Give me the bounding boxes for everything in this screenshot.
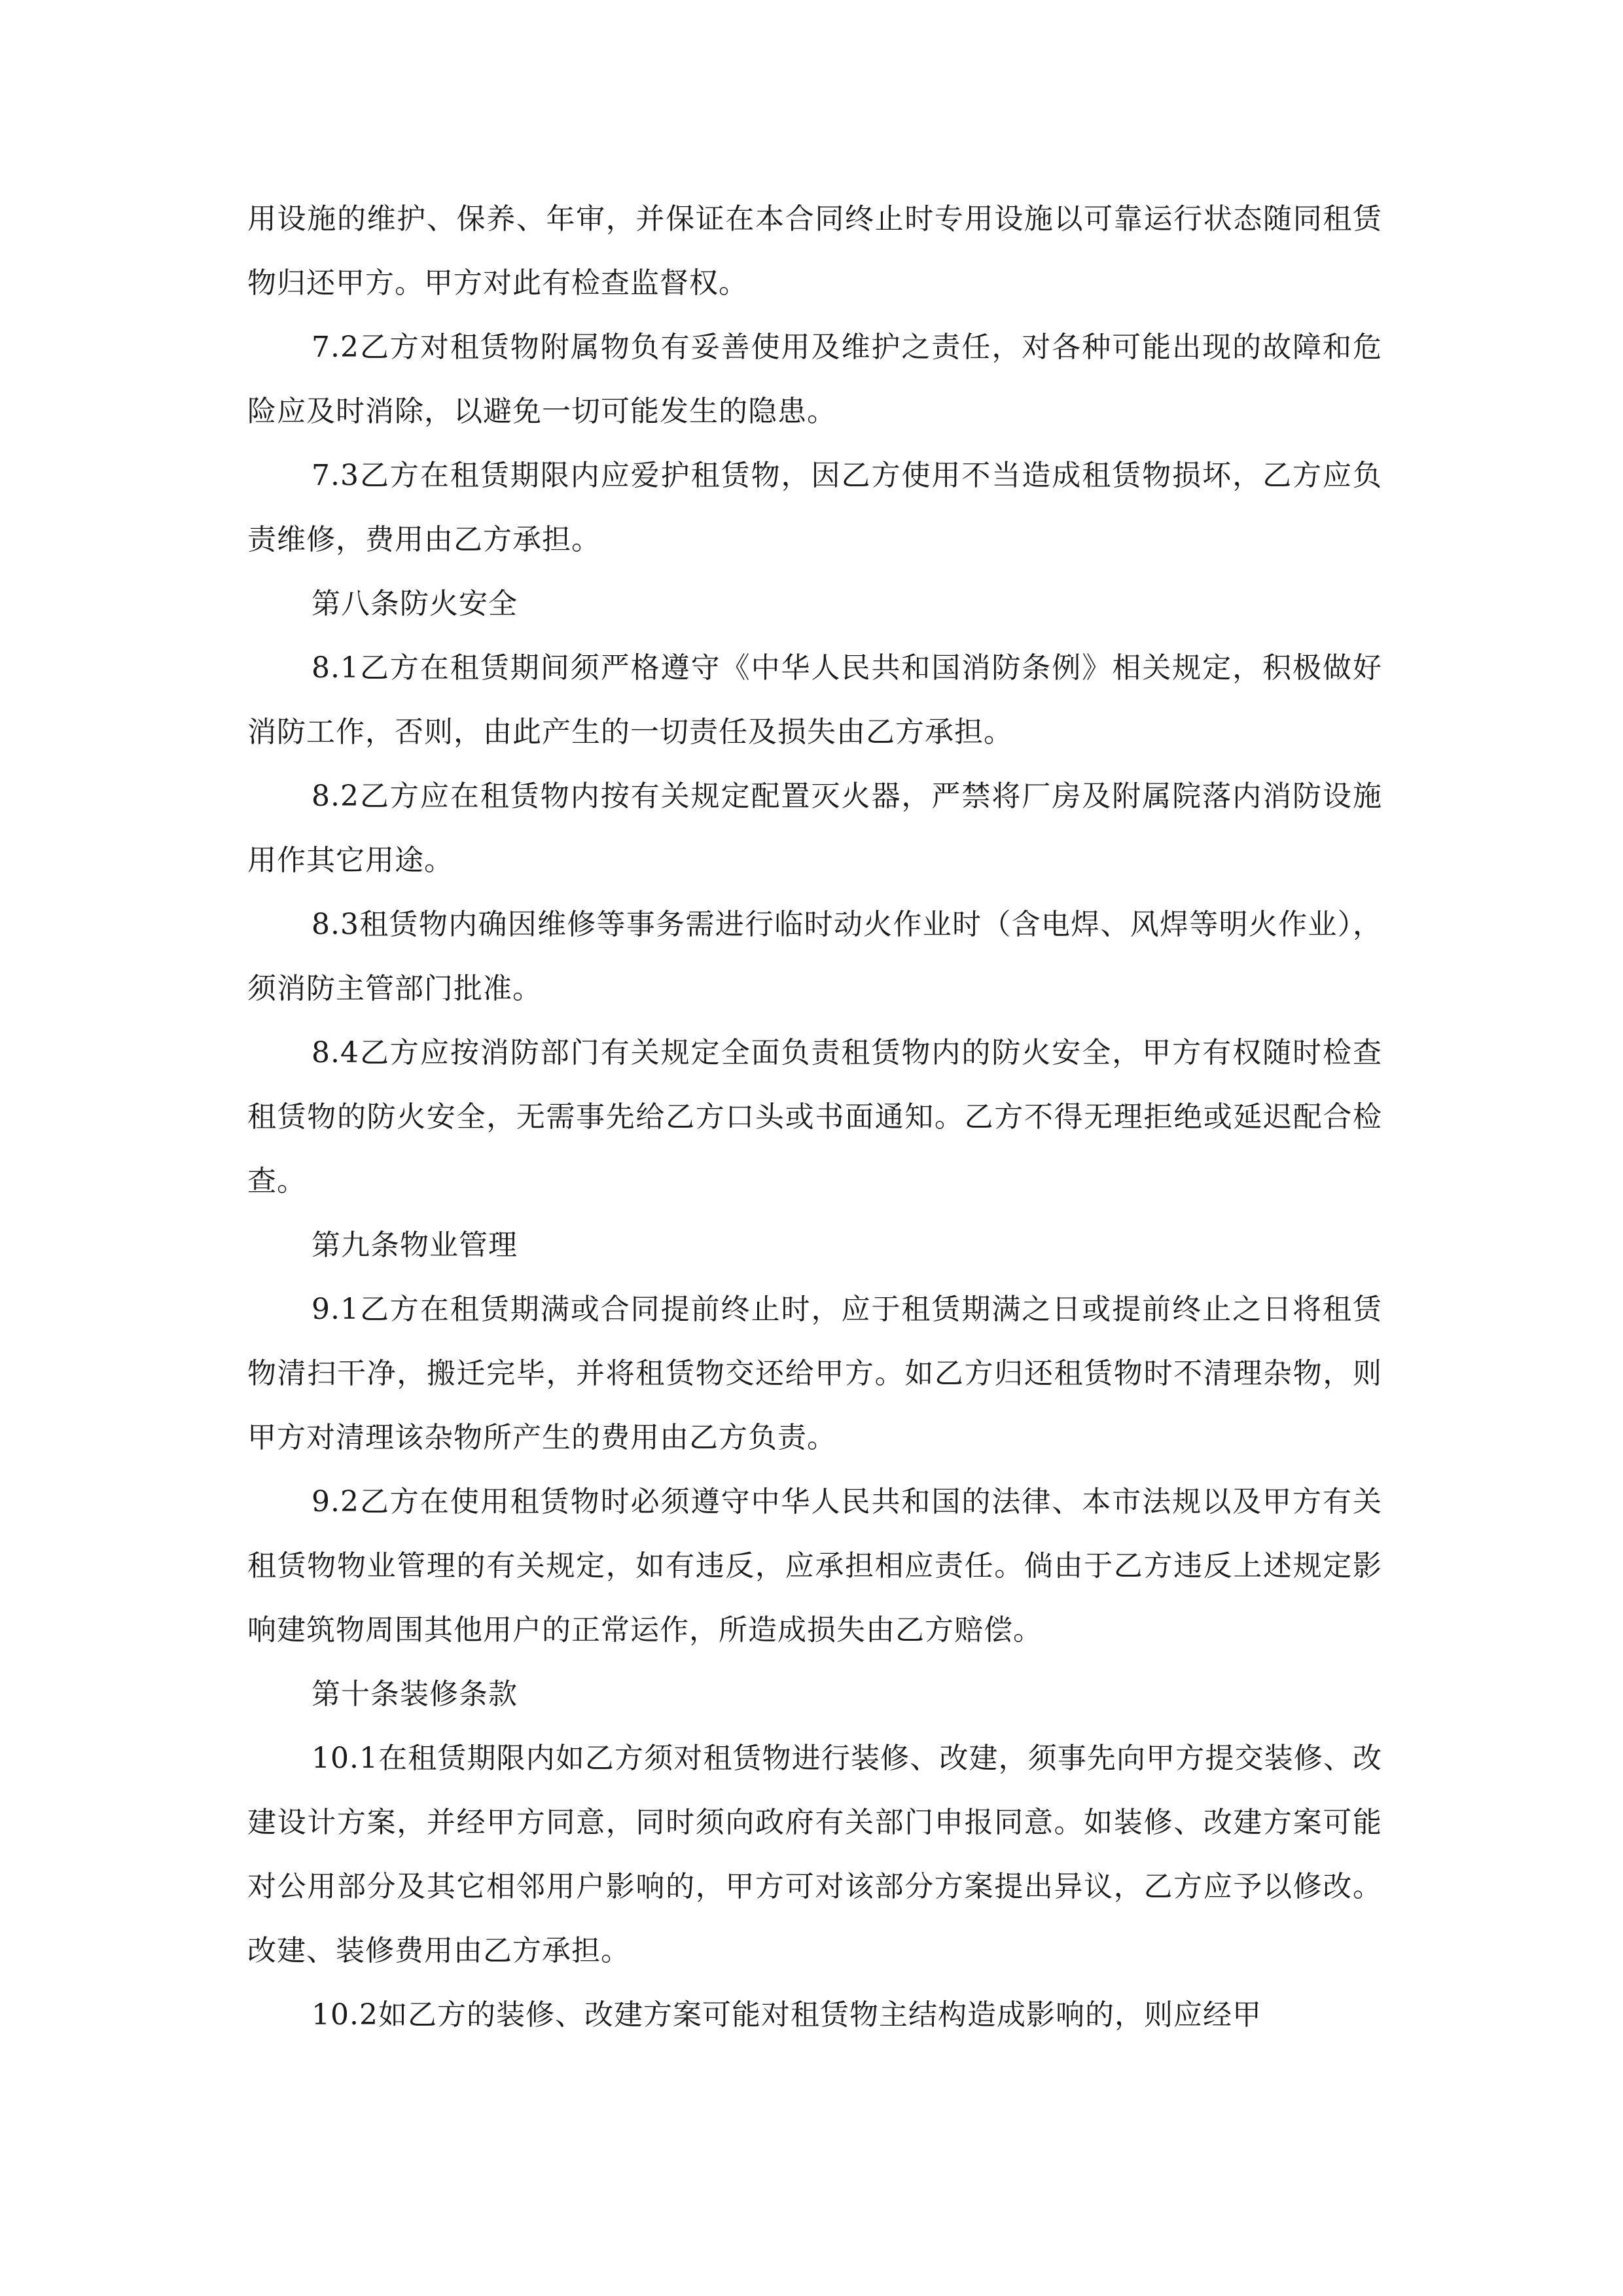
clause-7-3: 7.3乙方在租赁期限内应爱护租赁物，因乙方使用不当造成租赁物损坏，乙方应负责维修，费用由乙方承担。: [247, 459, 1382, 556]
paragraph-continuation: 用设施的维护、保养、年审，并保证在本合同终止时专用设施以可靠运行状态随同租赁物归还甲方。甲方对此有检查监督权。: [247, 202, 1382, 300]
clause-9-1: 9.1乙方在租赁期满或合同提前终止时，应于租赁期满之日或提前终止之日将租赁物清扫干净，搬迁完毕，并将租赁物交还给甲方。如乙方归还租赁物时不清理杂物，则甲方对清理该杂物所产生的费用由乙方负责。: [247, 1293, 1382, 1454]
article-9-heading: 第九条物业管理: [312, 1229, 518, 1262]
clause-8-3: 8.3租赁物内确因维修等事务需进行临时动火作业时（含电焊、风焊等明火作业），须消防主管部门批准。: [247, 908, 1382, 1005]
clause-8-1: 8.1乙方在租赁期间须严格遵守《中华人民共和国消防条例》相关规定，积极做好消防工作，否则，由此产生的一切责任及损失由乙方承担。: [247, 651, 1382, 749]
article-8-heading: 第八条防火安全: [312, 587, 518, 620]
clause-8-2: 8.2乙方应在租赁物内按有关规定配置灭火器，严禁将厂房及附属院落内消防设施用作其它用途。: [247, 780, 1382, 877]
contract-body: [247, 187, 1382, 2047]
article-10-heading: 第十条装修条款: [312, 1677, 518, 1711]
clause-10-2: 10.2如乙方的装修、改建方案可能对租赁物主结构造成影响的，则应经甲: [312, 1998, 1262, 2032]
clause-8-4: 8.4乙方应按消防部门有关规定全面负责租赁物内的防火安全，甲方有权随时检查租赁物的防火安全，无需事先给乙方口头或书面通知。乙方不得无理拒绝或延迟配合检查。: [247, 1036, 1382, 1198]
clause-9-2: 9.2乙方在使用租赁物时必须遵守中华人民共和国的法律、本市法规以及甲方有关租赁物物业管理的有关规定，如有违反，应承担相应责任。倘由于乙方违反上述规定影响建筑物周围其他用户的正常运作，所造成损失由乙方赔偿。: [247, 1485, 1382, 1647]
clause-7-2: 7.2乙方对租赁物附属物负有妥善使用及维护之责任，对各种可能出现的故障和危险应及时消除，以避免一切可能发生的隐患。: [247, 331, 1382, 428]
clause-10-1: 10.1在租赁期限内如乙方须对租赁物进行装修、改建，须事先向甲方提交装修、改建设计方案，并经甲方同意，同时须向政府有关部门申报同意。如装修、改建方案可能对公用部分及其它相邻用户影响的，甲方可对该部分方案提出异议，乙方应予以修改。改建、装修费用由乙方承担。: [247, 1742, 1382, 1967]
